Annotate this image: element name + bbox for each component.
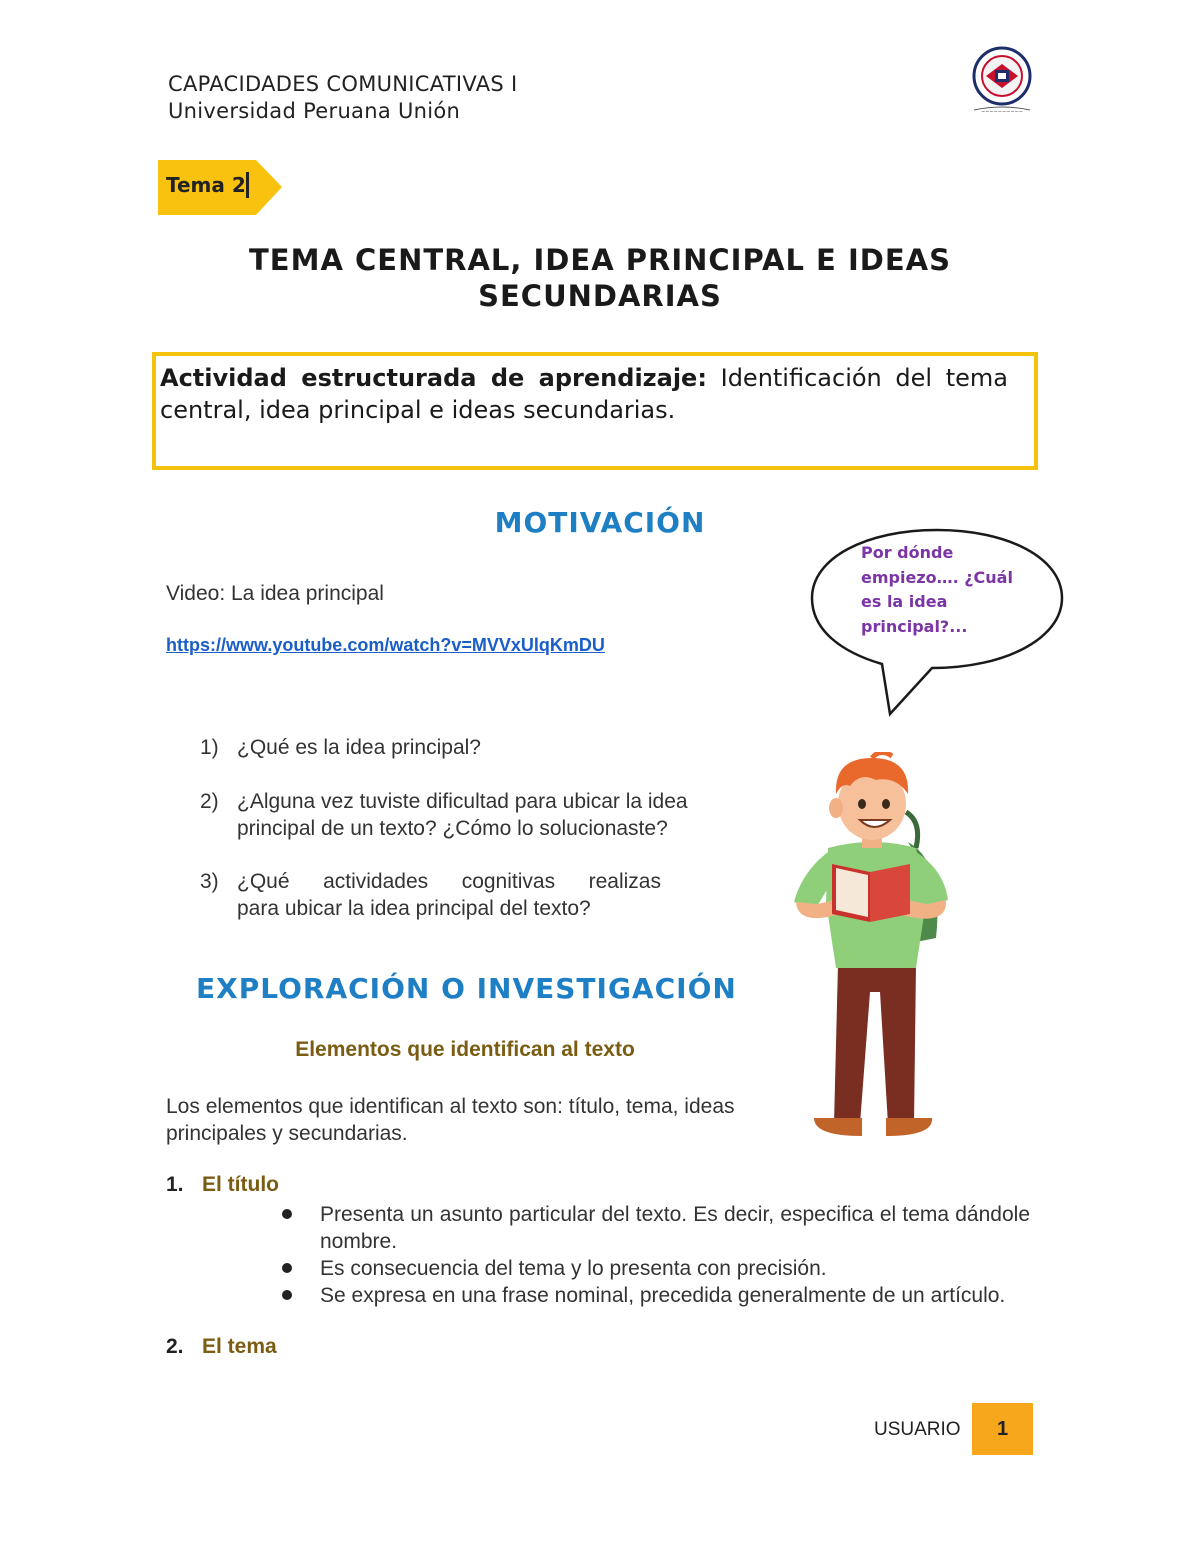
exploracion-heading: EXPLORACIÓN O INVESTIGACIÓN: [196, 972, 737, 1005]
question-number: 1): [200, 736, 219, 759]
footer-user-label: USUARIO: [874, 1419, 961, 1440]
list-item: Presenta un asunto particular del texto. Es decir, especifica el tema dándole nombre.: [320, 1203, 1030, 1253]
intro-paragraph: Los elementos que identifican al texto son: título, tema, ideas principales y secundarias.: [166, 1095, 735, 1145]
question-number: 2): [200, 790, 219, 813]
motivacion-heading: MOTIVACIÓN: [494, 506, 706, 539]
university-name: Universidad Peruana Unión: [168, 99, 461, 123]
activity-description: Identificación del tema central, idea principal e ideas secundarias.: [160, 364, 1008, 424]
video-link[interactable]: https://www.youtube.com/watch?v=MVVxUlqKmDU: [166, 635, 605, 655]
question-text-continued: para ubicar la idea principal del texto?: [237, 897, 591, 920]
topic-tag-label: Tema 2: [166, 173, 246, 197]
list-heading-titulo: El título: [202, 1173, 279, 1196]
list-item: Es consecuencia del tema y lo presenta con precisión.: [320, 1257, 827, 1280]
question-text: ¿Qué es la idea principal?: [237, 736, 481, 759]
bullet-icon: [282, 1209, 292, 1219]
boy-reading-illustration: [776, 752, 968, 1140]
text-cursor: [246, 172, 249, 198]
activity-text: [160, 362, 1008, 426]
list-heading-tema: El tema: [202, 1335, 277, 1358]
list-number: 1.: [166, 1173, 184, 1196]
university-logo-icon: [968, 46, 1036, 116]
svg-text:~~~~~~~~~~: ~~~~~~~~~~: [981, 109, 1023, 115]
video-label: Video: La idea principal: [166, 582, 384, 605]
bullet-icon: [282, 1263, 292, 1273]
page-number: 1: [996, 1418, 1009, 1440]
list-item: Se expresa en una frase nominal, precedida generalmente de un artículo.: [320, 1284, 1006, 1307]
question-text: ¿Qué actividades cognitivas realizas: [237, 870, 661, 893]
activity-label: Actividad estructurada de aprendizaje:: [160, 364, 707, 392]
page-title: TEMA CENTRAL, IDEA PRINCIPAL E IDEAS SECUNDARIAS: [249, 243, 951, 313]
speech-bubble-text: Por dónde empiezo…. ¿Cuál es la idea principal?...: [861, 543, 1013, 636]
bullet-icon: [282, 1290, 292, 1300]
course-name: CAPACIDADES COMUNICATIVAS I: [168, 72, 518, 96]
list-number: 2.: [166, 1335, 184, 1358]
question-number: 3): [200, 870, 219, 893]
question-text: ¿Alguna vez tuviste dificultad para ubicar la idea principal de un texto? ¿Cómo lo solucionaste?: [237, 790, 688, 840]
subheading-elementos: Elementos que identifican al texto: [295, 1038, 635, 1061]
